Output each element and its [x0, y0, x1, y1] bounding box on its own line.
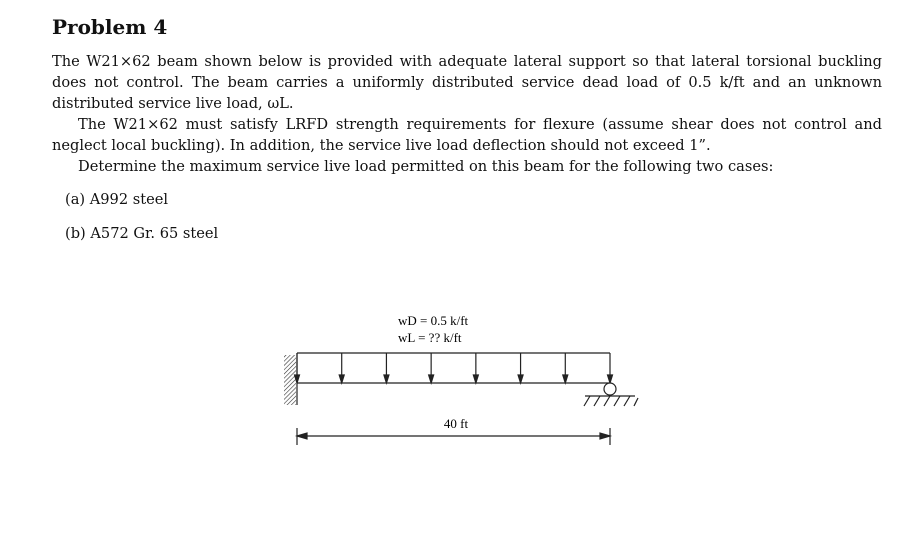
live-load-label: wL = ?? k/ft	[398, 330, 462, 345]
problem-paragraph-1: The W21×62 beam shown below is provided with adequate lateral support so that lateral torsional buckling does not control. The beam carries a uniformly distributed service dead load of 0.5 k/ft and an unknown distributed service live load, ωL.	[52, 53, 882, 112]
ground-hatch	[584, 396, 638, 406]
fixed-support-wall	[284, 355, 296, 405]
problem-title: Problem 4	[52, 15, 168, 39]
problem-paragraph-2: The W21×62 must satisfy LRFD strength requirements for flexure (assume shear does not control and neglect local buckling). In addition, the service live load deflection should not exceed 1”.	[52, 116, 882, 154]
case-b: (b) A572 Gr. 65 steel	[65, 225, 219, 242]
roller-support	[604, 383, 616, 395]
load-arrow-head	[518, 375, 523, 383]
case-a: (a) A992 steel	[65, 191, 169, 208]
dead-load-label: wD = 0.5 k/ft	[398, 313, 469, 328]
problem-paragraph-3: Determine the maximum service live load permitted on this beam for the following two cases:	[78, 158, 774, 175]
load-arrow-head	[563, 375, 568, 383]
load-arrow-head	[429, 375, 434, 383]
load-arrow-head	[608, 375, 613, 383]
load-arrows	[295, 353, 613, 383]
load-arrow-head	[339, 375, 344, 383]
load-arrow-head	[384, 375, 389, 383]
load-arrow-head	[473, 375, 478, 383]
span-label: 40 ft	[443, 416, 469, 431]
